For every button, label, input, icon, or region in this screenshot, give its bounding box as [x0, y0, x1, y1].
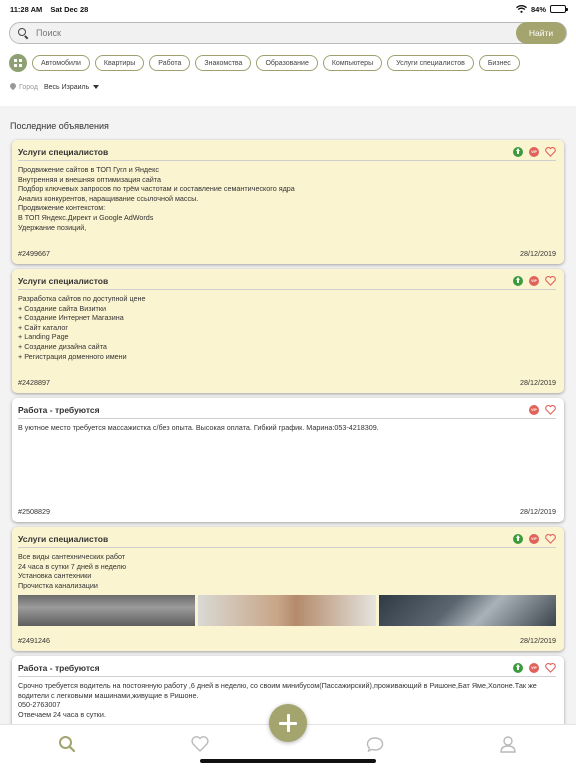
- city-label: Город: [19, 83, 38, 91]
- listing-card[interactable]: [12, 140, 564, 264]
- listing-category: Услуги специалистов: [18, 146, 109, 157]
- listing-text: Срочно требуется водитель на постоянную работу ,6 дней в неделю, со своим минибусом(Пассажирский),проживающий в Ришоне,Бат Яме,Холоне.Так же водители с легковыми машинами,живущие в Ришоне. 050-2763007 Отвечаем 24 часа в сутки.: [18, 681, 537, 719]
- status-time: 11:28 AM: [10, 4, 43, 14]
- listing-category: Услуги специалистов: [18, 275, 109, 286]
- tab-messages-chat-icon[interactable]: [366, 735, 384, 753]
- listing-date: 28/12/2019: [520, 636, 556, 645]
- search-button[interactable]: Найти: [516, 22, 566, 44]
- category-dating[interactable]: Знакомства: [195, 55, 251, 71]
- status-date: Sat Dec 28: [50, 4, 89, 14]
- section-title: Последние объявления: [10, 121, 109, 131]
- all-categories-grid-icon[interactable]: [9, 54, 27, 72]
- listing-date: 28/12/2019: [520, 378, 556, 387]
- category-apartments[interactable]: Квартиры: [95, 55, 144, 71]
- heart-icon[interactable]: [545, 534, 556, 544]
- heart-icon[interactable]: [545, 147, 556, 157]
- category-bar: [0, 44, 576, 72]
- tab-profile-icon[interactable]: [499, 735, 517, 753]
- vip-badge: VIP: [529, 147, 539, 157]
- tab-search-icon[interactable]: [58, 735, 76, 753]
- vip-badge: VIP: [529, 405, 539, 415]
- search-input[interactable]: [36, 28, 566, 38]
- status-bar: [0, 0, 576, 18]
- vip-badge: VIP: [529, 663, 539, 673]
- battery-icon: [550, 5, 566, 13]
- listing-card[interactable]: [12, 269, 564, 393]
- heart-icon[interactable]: [545, 663, 556, 673]
- heart-icon[interactable]: [545, 405, 556, 415]
- category-education[interactable]: Образование: [256, 55, 317, 71]
- listing-text: Все виды сантехнических работ 24 часа в сутки 7 дней в неделю Установка сантехники Прочистка канализации: [18, 552, 127, 590]
- listing-id: #2491246: [18, 636, 50, 645]
- plus-icon: [279, 714, 297, 732]
- category-business[interactable]: Бизнес: [479, 55, 520, 71]
- listing-date: 28/12/2019: [520, 249, 556, 258]
- listing-photo[interactable]: [18, 595, 195, 626]
- category-cars[interactable]: Автомобили: [32, 55, 90, 71]
- search-bar: [9, 22, 567, 44]
- listing-card[interactable]: [12, 527, 564, 651]
- city-selector[interactable]: [0, 72, 576, 91]
- listing-category: Работа - требуются: [18, 662, 100, 673]
- listing-text: Разработка сайтов по доступной цене + Создание сайта Визитки + Создание Интернет Магазина + Сайт каталог + Landing Page + Создание дизайна сайта + Регистрация доменного имени: [18, 294, 146, 361]
- add-listing-button[interactable]: [269, 704, 307, 742]
- wifi-icon: [516, 5, 527, 13]
- listing-id: #2508829: [18, 507, 50, 516]
- listing-photo[interactable]: [198, 595, 375, 626]
- listing-date: 28/12/2019: [520, 507, 556, 516]
- category-services[interactable]: Услуги специалистов: [387, 55, 474, 71]
- chevron-down-icon[interactable]: [93, 85, 99, 89]
- category-computers[interactable]: Компьютеры: [323, 55, 382, 71]
- vip-badge: VIP: [529, 276, 539, 286]
- city-value[interactable]: Весь Израиль: [43, 83, 90, 91]
- listing-id: #2499667: [18, 249, 50, 258]
- listing-photos: [18, 595, 556, 626]
- listing-text: В уютное место требуется массажистка с/без опыта. Высокая оплата. Гибкий график. Марина:053-4218309.: [18, 423, 379, 432]
- listing-text: Продвижение сайтов в ТОП Гугл и Яндекс Внутренняя и внешняя оптимизация сайта Подбор ключевых запросов по трём частотам и составление семантического ядра Анализ конкурентов, наращивание ссылочной массы. Продвижение контекстом: В ТОП Яндекс.Директ и Google AdWords Удержание позиций,: [18, 165, 295, 232]
- boost-up-icon: [513, 663, 523, 673]
- heart-icon[interactable]: [545, 276, 556, 286]
- listing-card[interactable]: [12, 398, 564, 522]
- search-icon: [18, 28, 28, 38]
- boost-up-icon: [513, 276, 523, 286]
- boost-up-icon: [513, 147, 523, 157]
- listing-category: Работа - требуются: [18, 404, 100, 415]
- tab-favorites-heart-icon[interactable]: [191, 735, 209, 753]
- battery-percent: 84%: [530, 4, 546, 14]
- location-pin-icon: [10, 83, 16, 91]
- listing-category: Услуги специалистов: [18, 533, 109, 544]
- listings-area: [0, 106, 576, 724]
- boost-up-icon: [513, 534, 523, 544]
- home-indicator: [200, 759, 376, 763]
- category-work[interactable]: Работа: [149, 55, 190, 71]
- vip-badge: VIP: [529, 534, 539, 544]
- listing-id: #2428897: [18, 378, 50, 387]
- listing-photo[interactable]: [379, 595, 556, 626]
